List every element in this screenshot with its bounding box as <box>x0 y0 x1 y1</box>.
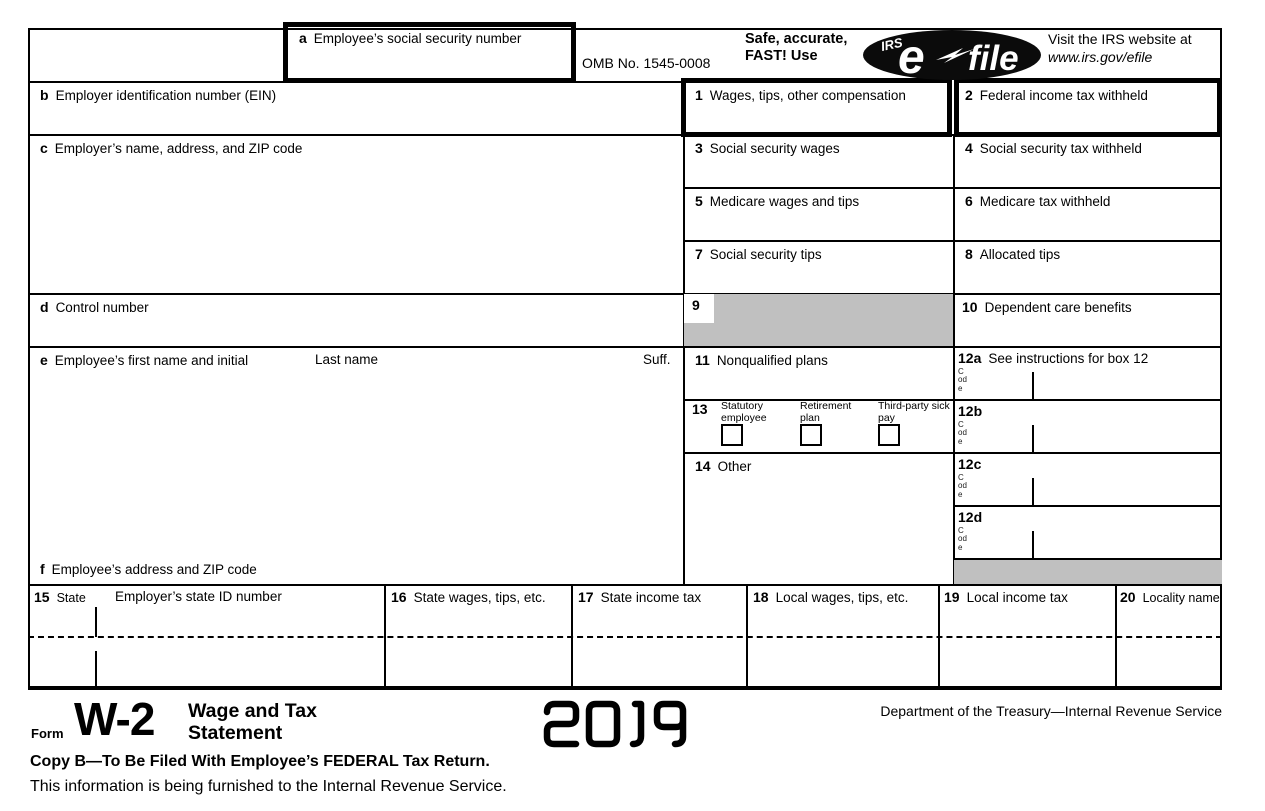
box-4-label: 4 Social security tax withheld <box>965 140 1142 156</box>
box-12c-code-label: Code <box>958 473 967 499</box>
box-15-label: 15 State <box>34 589 86 605</box>
omb-number: OMB No. 1545-0008 <box>582 55 711 71</box>
box-17-label: 17 State income tax <box>578 589 702 605</box>
box-b-label: b Employer identification number (EIN) <box>40 87 277 103</box>
efile-file-text: file <box>968 39 1019 78</box>
box-12a-code-label: Code <box>958 367 967 393</box>
box-8-label: 8 Allocated tips <box>965 246 1061 262</box>
irs-logo-text: IRS <box>879 34 904 54</box>
code-divider-line <box>1032 425 1034 452</box>
grid-line <box>938 585 940 690</box>
box-19-label: 19 Local income tax <box>944 589 1068 605</box>
box-5-label: 5 Medicare wages and tips <box>695 193 860 209</box>
box-6-label: 6 Medicare tax withheld <box>965 193 1111 209</box>
grid-line <box>384 585 386 690</box>
grid-line <box>746 585 748 690</box>
box-9-label: 9 <box>692 297 700 313</box>
box-18-label: 18 Local wages, tips, etc. <box>753 589 909 605</box>
grid-line <box>1115 585 1117 690</box>
box-3-label: 3 Social security wages <box>695 140 840 156</box>
visit-irs-text: Visit the IRS website at www.irs.gov/efile <box>1048 31 1192 65</box>
grid-line <box>953 505 1222 507</box>
box-c-label: c Employer’s name, address, and ZIP code <box>40 140 303 156</box>
efile-e-text: e <box>898 31 925 81</box>
box-e-suffix-label: Suff. <box>643 352 671 367</box>
form-title: Wage and Tax Statement <box>188 700 317 745</box>
furnished-line: This information is being furnished to the Internal Revenue Service. <box>30 778 507 795</box>
box-1-highlight-border <box>681 78 952 137</box>
grid-line <box>28 293 1222 295</box>
statutory-employee-label: Statutory employee <box>721 400 767 424</box>
irs-efile-url: www.irs.gov/efile <box>1048 48 1153 65</box>
box-15-state-id-label: Employer’s state ID number <box>115 589 282 604</box>
form-number: W-2 <box>74 693 155 745</box>
box-e-label: e Employee’s first name and initial <box>40 352 249 368</box>
box-13-label: 13 <box>692 401 708 417</box>
box-2-label: 2 Federal income tax withheld <box>965 87 1148 103</box>
box-20-label: 20 Locality name <box>1120 589 1220 605</box>
retirement-plan-checkbox[interactable] <box>800 424 822 446</box>
third-party-sick-pay-label: Third-party sick pay <box>878 400 950 424</box>
box9-shaded-area <box>684 294 953 346</box>
entry-divider-dashed-line <box>28 636 1222 638</box>
box-12b-label: 12b <box>958 403 983 419</box>
box-12a-label: 12a See instructions for box 12 <box>958 350 1149 366</box>
state-column-tick <box>95 607 97 637</box>
grid-line <box>28 584 1222 586</box>
box-2-highlight-border <box>954 78 1222 137</box>
box-10-label: 10 Dependent care benefits <box>962 299 1132 315</box>
grid-line <box>28 346 1222 348</box>
safe-accurate-text: Safe, accurate, FAST! Use <box>745 31 848 65</box>
box-12d-code-label: Code <box>958 526 967 552</box>
code-divider-line <box>1032 478 1034 505</box>
box-1-label: 1 Wages, tips, other compensation <box>695 87 906 103</box>
grid-line <box>953 135 955 585</box>
box-e-last-name-label: Last name <box>315 352 379 367</box>
retirement-plan-label: Retirement plan <box>800 400 852 424</box>
box-d-label: d Control number <box>40 299 149 315</box>
code-divider-line <box>1032 372 1034 399</box>
copy-b-line: Copy B—To Be Filed With Employee’s FEDERAL Tax Return. <box>30 753 490 770</box>
box-12c-label: 12c <box>958 456 982 472</box>
grid-line <box>571 585 573 690</box>
box-14-label: 14 Other <box>695 458 752 474</box>
statutory-employee-checkbox[interactable] <box>721 424 743 446</box>
box-a-label: a Employee’s social security number <box>299 30 522 46</box>
box-f-label: f Employee’s address and ZIP code <box>40 561 257 577</box>
box12d-shaded-strip <box>954 560 1222 584</box>
box-12b-code-label: Code <box>958 420 967 446</box>
code-divider-line <box>1032 531 1034 558</box>
tax-year-digits <box>543 700 695 748</box>
tax-year <box>543 700 695 753</box>
irs-efile-logo-icon <box>862 29 1042 81</box>
department-text: Department of the Treasury—Internal Revenue Service <box>880 703 1222 719</box>
state-column-tick <box>95 651 97 688</box>
third-party-sick-pay-checkbox[interactable] <box>878 424 900 446</box>
form-word: Form <box>31 726 64 741</box>
box-16-label: 16 State wages, tips, etc. <box>391 589 546 605</box>
box-11-label: 11 Nonqualified plans <box>695 352 828 368</box>
box-7-label: 7 Social security tips <box>695 246 822 262</box>
box-12d-label: 12d <box>958 509 983 525</box>
